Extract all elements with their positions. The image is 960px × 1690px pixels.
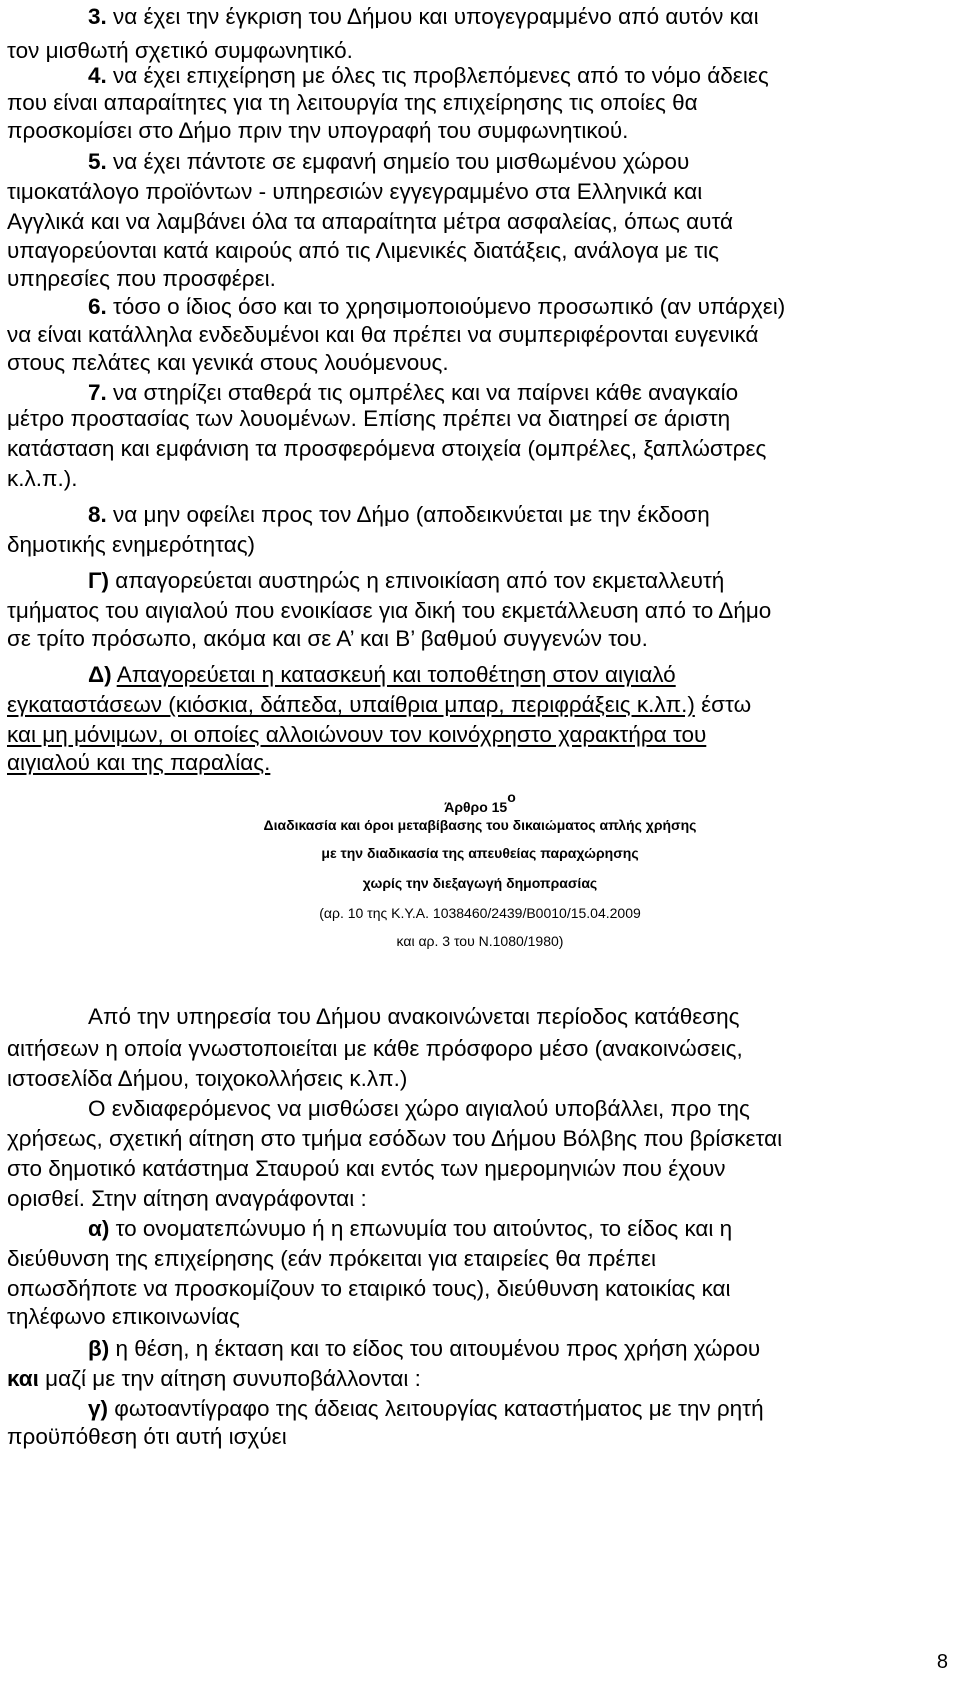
text-line: τιμοκατάλογο προϊόντων - υπηρεσιών εγγεγραμμένο στα Ελληνικά και (7, 179, 703, 204)
text-line: τηλέφωνο επικοινωνίας (7, 1304, 240, 1329)
text-line: 5. να έχει πάντοτε σε εμφανή σημείο του μισθωμένου χώρου (88, 149, 690, 174)
text-line: δημοτικής ενημερότητας) (7, 532, 256, 557)
text-line: αιτήσεων η οποία γνωστοποιείται με κάθε πρόσφορο μέσο (ανακοινώσεις, (7, 1036, 743, 1061)
text-line: στο δημοτικό κατάστημα Σταυρού και εντός των ημερομηνιών που έχουν (7, 1156, 726, 1181)
text-line: γ) φωτοαντίγραφο της άδειας λειτουργίας καταστήματος με την ρητή (88, 1396, 764, 1421)
text-line: τμήματος του αιγιαλού που ενοικίασε για δική του εκμετάλλευση από το Δήμο (7, 598, 772, 623)
article-reference: (αρ. 10 της Κ.Υ.Α. 1038460/2439/Β0010/15.04.2009 (319, 905, 641, 921)
text-line: μέτρο προστασίας των λουομένων. Επίσης πρέπει να διατηρεί σε άριστη (7, 406, 731, 431)
article-heading-line: Διαδικασία και όροι μεταβίβασης του δικαιώματος απλής χρήσης (263, 817, 697, 833)
text-line: στους πελάτες και γενικά στους λουόμενους. (7, 350, 449, 375)
text-line: Ο ενδιαφερόμενος να μισθώσει χώρο αιγιαλού υποβάλλει, προ της (88, 1096, 750, 1121)
text-line: ορισθεί. Στην αίτηση αναγράφονται : (7, 1186, 367, 1211)
text-line: να είναι κατάλληλα ενδεδυμένοι και θα πρέπει να συμπεριφέρονται ευγενικά (7, 322, 759, 347)
text-line: κατάσταση και εμφάνιση τα προσφερόμενα στοιχεία (ομπρέλες, ξαπλώστρες (7, 436, 767, 461)
text-line: και μαζί με την αίτηση συνυποβάλλονται : (7, 1366, 421, 1391)
text-line: Δ) Απαγορεύεται η κατασκευή και τοποθέτηση στον αιγιαλό (88, 662, 676, 687)
text-line: προϋπόθεση ότι αυτή ισχύει (7, 1424, 287, 1449)
article-title: Άρθρο 15ο (444, 789, 516, 815)
text-line: υπαγορεύονται κατά καιρούς από τις Λιμενικές διατάξεις, ανάλογα με τις (7, 238, 719, 263)
article-heading-line: χωρίς την διεξαγωγή δημοπρασίας (362, 875, 598, 891)
text-line: κ.λ.π.). (7, 466, 78, 491)
text-line: σε τρίτο πρόσωπο, ακόμα και σε Α’ και Β’ βαθμού συγγενών του. (7, 626, 648, 651)
text-line: χρήσεως, σχετική αίτηση στο τμήμα εσόδων του Δήμου Βόλβης που βρίσκεται (7, 1126, 783, 1151)
text-line: 4. να έχει επιχείρηση με όλες τις προβλεπόμενες από το νόμο άδειες (88, 63, 769, 88)
text-line: β) η θέση, η έκταση και το είδος του αιτουμένου προς χρήση χώρου (88, 1336, 761, 1361)
text-line: υπηρεσίες που προσφέρει. (7, 266, 276, 291)
text-line: τον μισθωτή σχετικό συμφωνητικό. (7, 38, 353, 63)
text-line: που είναι απαραίτητες για τη λειτουργία της επιχείρησης τις οποίες θα (7, 90, 698, 115)
text-line: 3. να έχει την έγκριση του Δήμου και υπογεγραμμένο από αυτόν και (88, 4, 759, 29)
text-line: Γ) απαγορεύεται αυστηρώς η επινοικίαση από τον εκμεταλλευτή (88, 568, 725, 593)
text-line: προσκομίσει στο Δήμο πριν την υπογραφή του συμφωνητικού. (7, 118, 629, 143)
text-line: ιστοσελίδα Δήμου, τοιχοκολλήσεις κ.λπ.) (7, 1066, 408, 1091)
text-line: 6. τόσο ο ίδιος όσο και το χρησιμοποιούμενο προσωπικό (αν υπάρχει) (88, 294, 786, 319)
article-reference: και αρ. 3 του Ν.1080/1980) (396, 933, 564, 949)
text-line: και μη μόνιμων, οι οποίες αλλοιώνουν τον κοινόχρηστο χαρακτήρα του (7, 722, 707, 747)
text-line: οπωσδήποτε να προσκομίζουν το εταιρικό τους), διεύθυνση κατοικίας και (7, 1276, 731, 1301)
text-line: εγκαταστάσεων (κιόσκια, δάπεδα, υπαίθρια μπαρ, περιφράξεις κ.λπ.) έστω (7, 692, 752, 717)
text-line: Αγγλικά και να λαμβάνει όλα τα απαραίτητα μέτρα ασφαλείας, όπως αυτά (7, 209, 734, 234)
text-line: διεύθυνση της επιχείρησης (εάν πρόκειται για εταιρείες θα πρέπει (7, 1246, 656, 1271)
text-line: αιγιαλού και της παραλίας. (7, 750, 271, 775)
text-line: 7. να στηρίζει σταθερά τις ομπρέλες και να παίρνει κάθε αναγκαίο (88, 380, 739, 405)
article-heading-line: με την διαδικασία της απευθείας παραχώρησης (321, 845, 639, 861)
page-number: 8 (936, 1651, 948, 1673)
text-line: Από την υπηρεσία του Δήμου ανακοινώνεται περίοδος κατάθεσης (88, 1004, 740, 1029)
text-line: α) το ονοματεπώνυμο ή η επωνυμία του αιτούντος, το είδος και η (88, 1216, 733, 1241)
text-line: 8. να μην οφείλει προς τον Δήμο (αποδεικνύεται με την έκδοση (88, 502, 710, 527)
